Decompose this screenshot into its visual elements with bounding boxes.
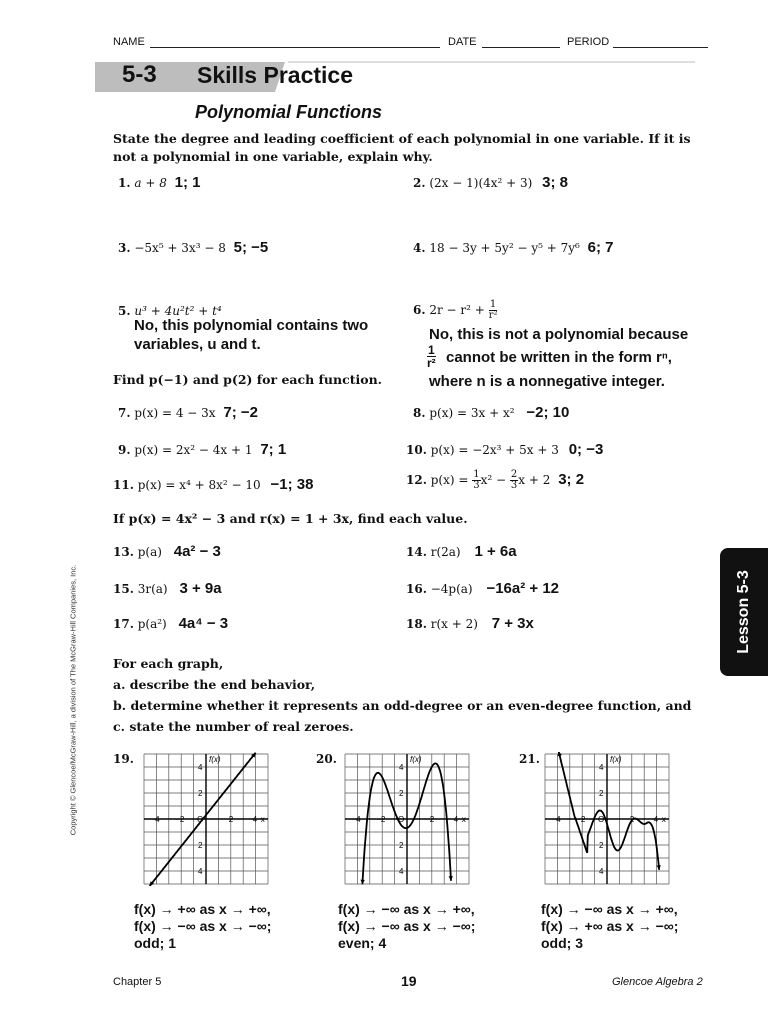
fx-label: f(x): [410, 755, 422, 764]
problem-answer: −2; 10: [526, 404, 570, 421]
problem-number: 4.: [413, 241, 426, 255]
period-line: [613, 47, 708, 48]
problem-answer: 5; −5: [233, 239, 269, 256]
date-line: [482, 47, 560, 48]
problem-answer: −1; 38: [270, 476, 314, 493]
graph-21: [543, 752, 671, 886]
problem-answer: 6; 7: [587, 239, 614, 256]
problem-number: 5.: [118, 304, 131, 318]
tick-label: 4: [198, 763, 203, 772]
tick-label: −2: [175, 815, 185, 824]
tick-label: 2: [228, 815, 234, 824]
problem-expression: (2x − 1)(4x² + 3): [429, 176, 533, 190]
problem-expression-b: x² −: [480, 473, 507, 487]
graph-19-number: 19.: [113, 752, 134, 766]
problem-expression: p(x) = x⁴ + 8x² − 10: [137, 478, 261, 492]
answer-line: even; 4: [338, 935, 387, 951]
problem-expression: p(x) = 4 − 3x: [134, 406, 216, 420]
problem-number: 18.: [406, 617, 427, 631]
problem-6: [413, 300, 497, 321]
tick-label: x: [461, 815, 466, 824]
lesson-side-tab-label: Lesson 5-3: [735, 570, 752, 654]
problem-6-answer-line3: where n is a nonnegative integer.: [429, 373, 665, 390]
graph-intro: For each graph,: [113, 656, 224, 671]
tick-label: 4: [399, 763, 404, 772]
period-label: PERIOD: [567, 36, 610, 48]
answer-line: f(x) → −∞ as x → +∞,: [338, 901, 475, 917]
tick-label: 4: [198, 867, 203, 876]
problem-expression: a + 8: [134, 176, 167, 190]
problem-number: 14.: [406, 545, 427, 559]
problem-number: 9.: [118, 443, 131, 457]
date-label: DATE: [448, 36, 477, 48]
problem-expression: p(x) = 2x² − 4x + 1: [134, 443, 253, 457]
footer-book: Glencoe Algebra 2: [612, 976, 703, 988]
graph-instructions: [113, 653, 733, 737]
tick-label: O: [398, 815, 405, 824]
problem-answer: 7; −2: [223, 404, 259, 421]
problem-number: 8.: [413, 406, 426, 420]
tick-label: 4: [599, 867, 604, 876]
problem-6-answer-frac: 1 r²: [427, 343, 436, 370]
lesson-side-tab: [720, 548, 768, 676]
answer-line: f(x) → +∞ as x → −∞;: [541, 918, 679, 934]
fx-label: f(x): [610, 755, 622, 764]
problem-expression: 18 − 3y + 5y² − y⁵ + 7y⁶: [429, 241, 580, 255]
problem-number: 7.: [118, 406, 131, 420]
banner-title: Skills Practice: [197, 62, 353, 88]
answer-line: f(x) → −∞ as x → −∞;: [134, 918, 272, 934]
graph-21-answer: [541, 901, 678, 952]
problem-5: [118, 304, 222, 318]
tick-label: 2: [629, 815, 635, 824]
problem-expression: u³ + 4u²t² + t⁴: [134, 304, 222, 318]
problem-9: [118, 441, 286, 458]
problem-answer: 1 + 6a: [474, 543, 517, 560]
tick-label: 2: [429, 815, 435, 824]
tick-label: x: [260, 815, 265, 824]
fraction-two-thirds: $\frac{2}{3}$: [510, 469, 518, 491]
problem-fraction: $\frac{1}{\text{r²}}$: [488, 299, 498, 321]
graph-20: [343, 752, 471, 886]
problem-14: [406, 543, 517, 560]
name-label: NAME: [113, 36, 145, 48]
name-line: [150, 47, 440, 48]
graph-19: [142, 752, 270, 886]
problem-answer: 7 + 3x: [491, 615, 534, 632]
problem-answer: 3; 2: [558, 471, 585, 488]
tick-label: 4: [453, 815, 459, 824]
tick-label: 2: [599, 841, 604, 850]
copyright-notice: Copyright © Glencoe/McGraw-Hill, a division of The McGraw-Hill Companies, Inc.: [68, 564, 78, 836]
problem-expression: p(a): [137, 545, 162, 559]
problem-16: [406, 580, 559, 597]
problem-answer: 7; 1: [260, 441, 287, 458]
graph-step-c: c. state the number of real zeroes.: [113, 719, 354, 734]
answer-line: f(x) → −∞ as x → −∞;: [338, 918, 476, 934]
graph-19-answer: [134, 901, 271, 952]
tick-label: 2: [399, 789, 404, 798]
problem-expression: 3r(a): [137, 582, 168, 596]
problem-number: 3.: [118, 241, 131, 255]
problem-10: [406, 441, 603, 458]
tick-label: −2: [576, 815, 586, 824]
problem-number: 13.: [113, 545, 134, 559]
problem-number: 1.: [118, 176, 131, 190]
problem-8: [413, 404, 569, 421]
answer-line: odd; 1: [134, 935, 176, 951]
problem-expression: r(2a): [430, 545, 461, 559]
problem-4: [413, 239, 614, 256]
tick-label: 2: [599, 789, 604, 798]
tick-label: O: [598, 815, 605, 824]
tick-label: −4: [351, 815, 361, 824]
problem-number: 6.: [413, 303, 426, 317]
tick-label: −2: [376, 815, 386, 824]
problem-7: [118, 404, 258, 421]
tick-label: −4: [150, 815, 160, 824]
degree-instructions: State the degree and leading coefficient of each polynomial in one variable. If it is not a polynomial in one variable, explain why.: [113, 131, 691, 164]
curve-arrowhead: [360, 880, 364, 885]
problem-5-answer-line2: variables, u and t.: [134, 336, 261, 353]
problem-17: [113, 615, 228, 632]
footer-page-number: 19: [401, 973, 417, 989]
problem-expression-c: x + 2: [518, 473, 551, 487]
tick-label: 4: [653, 815, 659, 824]
page-subtitle: Polynomial Functions: [195, 102, 383, 122]
problem-expression: r(x + 2): [430, 617, 478, 631]
tick-label: O: [197, 815, 204, 824]
problem-18: [406, 615, 534, 632]
graph-step-a: a. describe the end behavior,: [113, 677, 316, 692]
problem-number: 17.: [113, 617, 134, 631]
problem-expression: 2r − r² +: [429, 303, 485, 317]
answer-line: odd; 3: [541, 935, 583, 951]
fraction-one-third: $\frac{1}{3}$: [473, 469, 480, 491]
find-p-instructions: Find p(−1) and p(2) for each function.: [113, 372, 383, 387]
tick-label: 2: [198, 789, 203, 798]
problem-11: [113, 476, 313, 493]
graph-step-b: b. determine whether it represents an odd-degree or an even-degree function, and: [113, 698, 692, 713]
graph-20-answer: [338, 901, 475, 952]
curve-arrowhead: [449, 876, 453, 881]
problem-expression: −5x⁵ + 3x³ − 8: [134, 241, 226, 255]
problem-answer: 4a⁴ − 3: [178, 615, 229, 632]
answer-line: f(x) → −∞ as x → +∞,: [541, 901, 678, 917]
composition-instructions: If p(x) = 4x² − 3 and r(x) = 1 + 3x, find each value.: [113, 511, 468, 526]
lesson-banner: [95, 58, 695, 94]
problem-expression: −4p(a): [430, 582, 473, 596]
problem-12: [406, 470, 584, 491]
problem-number: 10.: [406, 443, 427, 457]
problem-1: [118, 174, 201, 191]
problem-2: [413, 174, 568, 191]
problem-13: [113, 543, 221, 560]
problem-15: [113, 580, 222, 597]
problem-3: [118, 239, 268, 256]
problem-expression: p(x) = 3x + x²: [429, 406, 515, 420]
tick-label: 4: [252, 815, 258, 824]
tick-label: 2: [198, 841, 203, 850]
problem-number: 2.: [413, 176, 426, 190]
problem-expression-a: p(x) =: [430, 473, 469, 487]
tick-label: 2: [399, 841, 404, 850]
answer-line: f(x) → +∞ as x → +∞,: [134, 901, 271, 917]
curve-arrowhead: [657, 865, 661, 870]
tick-label: −4: [551, 815, 561, 824]
tick-label: 4: [399, 867, 404, 876]
tick-label: x: [661, 815, 666, 824]
problem-answer: −16a² + 12: [486, 580, 559, 597]
graph-20-number: 20.: [316, 752, 337, 766]
banner-shape: [95, 58, 695, 94]
problem-answer: 3; 8: [542, 174, 569, 191]
problem-answer: 1; 1: [174, 174, 201, 191]
problem-6-answer-line2: cannot be written in the form rⁿ,: [446, 349, 672, 366]
problem-number: 12.: [406, 473, 427, 487]
fx-label: f(x): [209, 755, 221, 764]
footer-chapter: Chapter 5: [113, 976, 162, 988]
problem-answer: 0; −3: [568, 441, 604, 458]
problem-number: 15.: [113, 582, 134, 596]
problem-number: 16.: [406, 582, 427, 596]
problem-6-answer-line1: No, this is not a polynomial because: [429, 326, 689, 343]
problem-expression: p(a²): [137, 617, 167, 631]
lesson-number: 5-3: [122, 61, 157, 88]
problem-5-answer-line1: No, this polynomial contains two: [134, 317, 369, 334]
problem-answer: 3 + 9a: [179, 580, 222, 597]
tick-label: 4: [599, 763, 604, 772]
graph-21-number: 21.: [519, 752, 540, 766]
problem-answer: 4a² − 3: [173, 543, 221, 560]
problem-number: 11.: [113, 478, 134, 492]
problem-expression: p(x) = −2x³ + 5x + 3: [430, 443, 559, 457]
